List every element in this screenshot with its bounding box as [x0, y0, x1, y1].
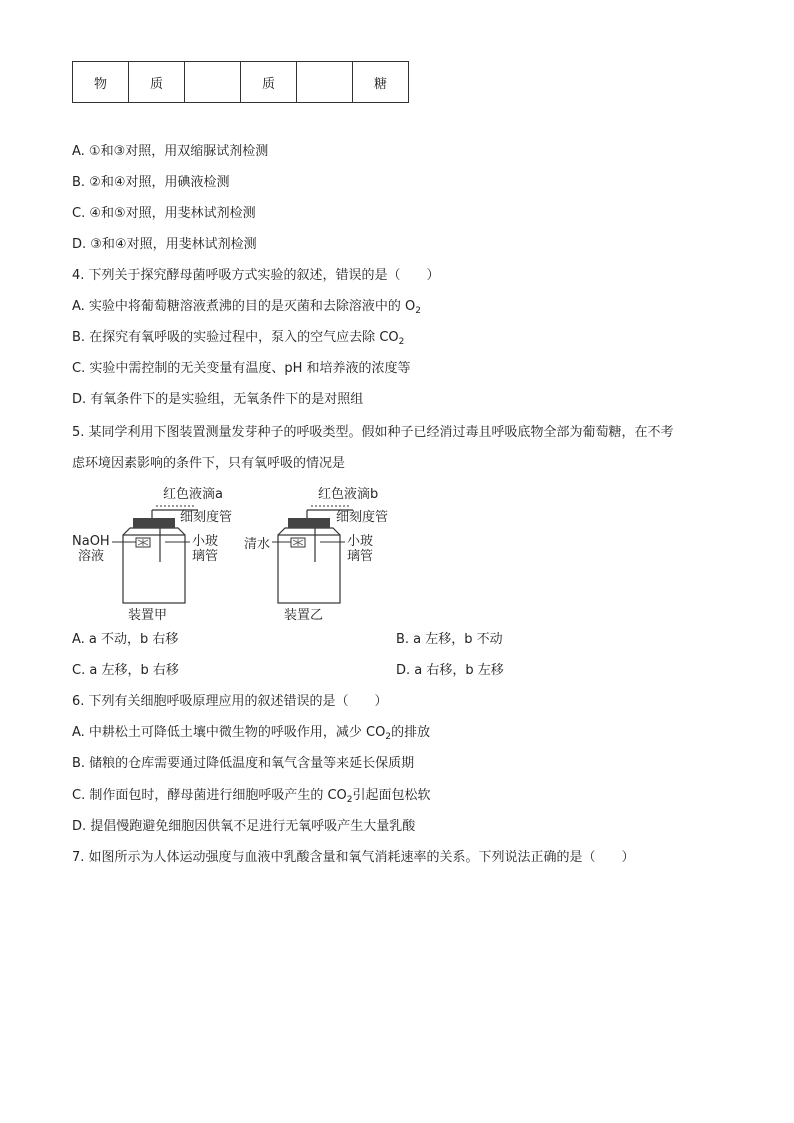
q5-option-d: D. a 右移，b 左移 — [396, 663, 504, 678]
bottle-body — [278, 535, 340, 603]
table-cell — [185, 62, 241, 103]
label-glass-b1: 小玻 — [347, 534, 374, 549]
table-cell: 物 — [73, 62, 129, 103]
q6-option-d: D. 提倡慢跑避免细胞因供氧不足进行无氧呼吸产生大量乳酸 — [72, 819, 416, 834]
subscript: 2 — [398, 337, 405, 347]
q3-option-c: C. ④和⑤对照，用斐林试剂检测 — [72, 206, 256, 221]
q4-option-a-text: A. 实验中将葡萄糖溶液煮沸的目的是灭菌和去除溶液中的 O — [72, 299, 416, 314]
q6-option-c — [72, 787, 431, 809]
device-b — [244, 486, 388, 623]
q5-stem-line1: 5. 某同学利用下图装置测量发芽种子的呼吸类型。假如种子已经消过毒且呼吸底物全部为葡萄糖，在不考 — [72, 425, 674, 440]
label-tube-b: 细刻度管 — [336, 510, 389, 525]
stopper — [288, 518, 330, 528]
q6-option-c-tail: 引起面包松软 — [352, 788, 431, 803]
q4-option-a — [72, 298, 421, 320]
table-row — [73, 62, 409, 103]
q3-option-d: D. ③和④对照，用斐林试剂检测 — [72, 237, 257, 252]
bottle-neck — [278, 528, 340, 535]
subscript: 2 — [346, 795, 353, 805]
q3-option-a: A. ①和③对照，用双缩脲试剂检测 — [72, 144, 269, 159]
q5-stem-line2: 虑环境因素影响的条件下，只有氧呼吸的情况是 — [72, 456, 346, 471]
label-glass-a1: 小玻 — [192, 534, 219, 549]
label-liquid-a2: 溶液 — [78, 549, 105, 564]
q4-option-b — [72, 329, 404, 351]
bottle-neck — [123, 528, 185, 535]
respiration-apparatus-diagram — [70, 482, 410, 627]
label-droplet-a: 红色液滴a — [163, 487, 223, 502]
q6-option-a — [72, 724, 430, 746]
subscript: 2 — [385, 732, 392, 742]
q4-stem: 4. 下列关于探究酵母菌呼吸方式实验的叙述，错误的是（ ） — [72, 268, 440, 283]
stopper — [133, 518, 175, 528]
q6-option-a-text: A. 中耕松土可降低土壤中微生物的呼吸作用，减少 CO — [72, 725, 386, 740]
label-liquid-a1: NaOH — [72, 534, 110, 549]
q6-option-c-text: C. 制作面包时，酵母菌进行细胞呼吸产生的 CO — [72, 788, 347, 803]
label-tube-a: 细刻度管 — [180, 510, 233, 525]
label-glass-b2: 璃管 — [347, 549, 374, 564]
label-droplet-b: 红色液滴b — [318, 487, 379, 502]
bottle-body — [123, 535, 185, 603]
seed-basket-mesh — [138, 539, 148, 546]
q3-option-b: B. ②和④对照，用碘液检测 — [72, 175, 230, 190]
caption-device-b: 装置乙 — [284, 608, 324, 623]
substance-table — [72, 61, 409, 103]
table-cell: 质 — [241, 62, 297, 103]
q6-option-b: B. 储粮的仓库需要通过降低温度和氧气含量等来延长保质期 — [72, 756, 415, 771]
subscript: 2 — [415, 306, 422, 316]
table-cell: 质 — [129, 62, 185, 103]
table-cell: 糖 — [353, 62, 409, 103]
device-a — [72, 486, 232, 623]
q4-option-d: D. 有氧条件下的是实验组，无氧条件下的是对照组 — [72, 392, 364, 407]
label-liquid-b: 清水 — [244, 537, 271, 552]
q4-option-c: C. 实验中需控制的无关变量有温度、pH 和培养液的浓度等 — [72, 361, 411, 376]
caption-device-a: 装置甲 — [128, 608, 168, 623]
q6-option-a-tail: 的排放 — [391, 725, 431, 740]
q5-option-b: B. a 左移，b 不动 — [396, 632, 503, 647]
q6-stem: 6. 下列有关细胞呼吸原理应用的叙述错误的是（ ） — [72, 694, 388, 709]
label-glass-a2: 璃管 — [192, 549, 219, 564]
q5-option-c: C. a 左移，b 右移 — [72, 663, 179, 678]
seed-basket-mesh — [293, 539, 303, 546]
q7-stem: 7. 如图所示为人体运动强度与血液中乳酸含量和氧气消耗速率的关系。下列说法正确的是（ ） — [72, 850, 635, 865]
table-cell — [297, 62, 353, 103]
q5-option-a: A. a 不动，b 右移 — [72, 632, 179, 647]
q4-option-b-text: B. 在探究有氧呼吸的实验过程中，泵入的空气应去除 CO — [72, 330, 399, 345]
